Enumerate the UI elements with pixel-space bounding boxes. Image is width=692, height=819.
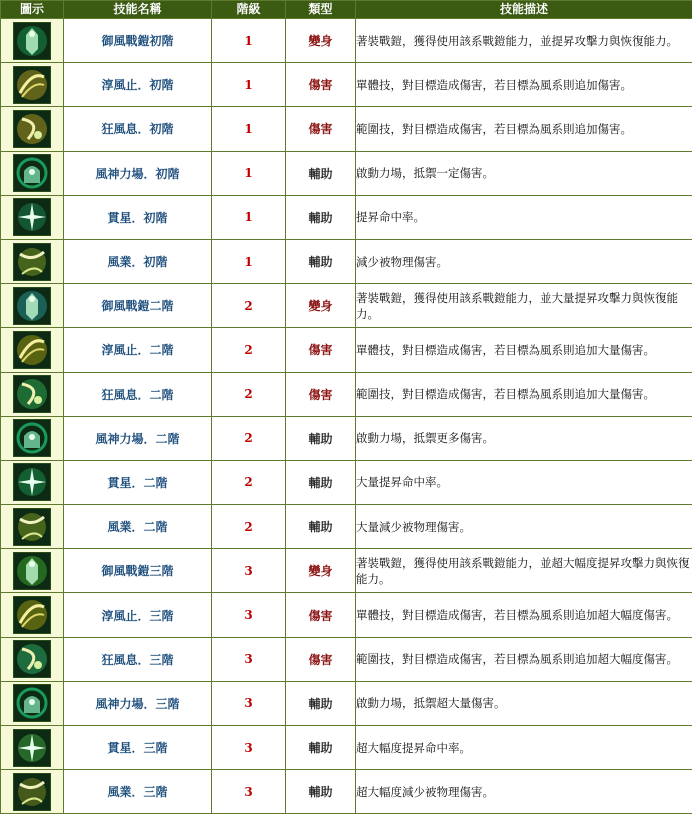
skill-description: 啟動力場，抵禦更多傷害。 (356, 416, 692, 460)
wind-breath-icon (13, 375, 51, 413)
skill-type: 傷害 (286, 328, 356, 372)
skill-type: 變身 (286, 284, 356, 328)
header-level: 階級 (212, 1, 286, 19)
skill-level: 1 (212, 63, 286, 107)
wind-karma-icon (13, 243, 51, 281)
armor-icon (13, 22, 51, 60)
skill-name: 風業．二階 (64, 505, 212, 549)
skill-icon-cell (1, 19, 64, 63)
table-row (1, 416, 692, 460)
skill-type: 輔助 (286, 770, 356, 814)
skill-name: 淳風止．二階 (64, 328, 212, 372)
wind-strike-icon (13, 331, 51, 369)
skill-description: 單體技，對目標造成傷害，若目標為風系則追加大量傷害。 (356, 328, 692, 372)
table-row (1, 505, 692, 549)
skill-level: 2 (212, 328, 286, 372)
armor-icon (13, 552, 51, 590)
skill-level: 1 (212, 151, 286, 195)
skill-description: 範圍技，對目標造成傷害，若目標為風系則追加超大幅度傷害。 (356, 637, 692, 681)
skill-description: 著裝戰鎧，獲得使用該系戰鎧能力，並大量提昇攻擊力與恢復能力。 (356, 284, 692, 328)
wind-karma-icon (13, 508, 51, 546)
wind-breath-icon (13, 110, 51, 148)
skill-icon-cell (1, 107, 64, 151)
skill-level: 3 (212, 770, 286, 814)
skill-icon-cell (1, 770, 64, 814)
skill-description: 範圍技，對目標造成傷害，若目標為風系則追加傷害。 (356, 107, 692, 151)
skill-name: 御風戰鎧初階 (64, 19, 212, 63)
table-row (1, 328, 692, 372)
skill-description: 單體技，對目標造成傷害，若目標為風系則追加傷害。 (356, 63, 692, 107)
skill-level: 3 (212, 681, 286, 725)
skill-type: 傷害 (286, 372, 356, 416)
skill-icon-cell (1, 637, 64, 681)
table-row (1, 460, 692, 504)
skill-name: 貫星．二階 (64, 460, 212, 504)
skill-icon-cell (1, 284, 64, 328)
skill-type: 變身 (286, 19, 356, 63)
skill-icon-cell (1, 549, 64, 593)
table-row (1, 726, 692, 770)
skill-name: 貫星．三階 (64, 726, 212, 770)
table-row (1, 151, 692, 195)
table-row (1, 107, 692, 151)
skill-level: 1 (212, 239, 286, 283)
table-row (1, 681, 692, 725)
skill-type: 傷害 (286, 63, 356, 107)
skill-icon-cell (1, 460, 64, 504)
header-icon: 圖示 (1, 1, 64, 19)
skill-type: 傷害 (286, 107, 356, 151)
skill-level: 1 (212, 195, 286, 239)
skill-level: 2 (212, 416, 286, 460)
wind-karma-icon (13, 773, 51, 811)
table-row (1, 63, 692, 107)
skill-level: 2 (212, 460, 286, 504)
skill-level: 3 (212, 549, 286, 593)
skill-description: 著裝戰鎧，獲得使用該系戰鎧能力，並提昇攻擊力與恢復能力。 (356, 19, 692, 63)
skill-type: 輔助 (286, 726, 356, 770)
skill-level: 3 (212, 593, 286, 637)
table-row (1, 770, 692, 814)
skill-level: 2 (212, 372, 286, 416)
skill-name: 御風戰鎧二階 (64, 284, 212, 328)
skill-type: 傷害 (286, 593, 356, 637)
table-row (1, 549, 692, 593)
skill-name: 狂風息．三階 (64, 637, 212, 681)
skill-icon-cell (1, 372, 64, 416)
table-row (1, 19, 692, 63)
skill-name: 淳風止．初階 (64, 63, 212, 107)
skill-name: 風神力場．二階 (64, 416, 212, 460)
skill-type: 輔助 (286, 681, 356, 725)
skill-icon-cell (1, 593, 64, 637)
skill-description: 超大幅度減少被物理傷害。 (356, 770, 692, 814)
table-row (1, 637, 692, 681)
skill-type: 變身 (286, 549, 356, 593)
skill-icon-cell (1, 328, 64, 372)
skill-description: 範圍技，對目標造成傷害，若目標為風系則追加大量傷害。 (356, 372, 692, 416)
skill-level: 2 (212, 505, 286, 549)
force-field-icon (13, 154, 51, 192)
table-row (1, 372, 692, 416)
skill-level: 2 (212, 284, 286, 328)
skill-name: 狂風息．二階 (64, 372, 212, 416)
table-row (1, 239, 692, 283)
armor-icon (13, 287, 51, 325)
skill-name: 淳風止．三階 (64, 593, 212, 637)
force-field-icon (13, 419, 51, 457)
skill-description: 啟動力場，抵禦超大量傷害。 (356, 681, 692, 725)
skill-description: 啟動力場，抵禦一定傷害。 (356, 151, 692, 195)
skill-level: 3 (212, 637, 286, 681)
skill-level: 1 (212, 107, 286, 151)
skill-icon-cell (1, 416, 64, 460)
skill-type: 輔助 (286, 505, 356, 549)
skill-name: 風業．三階 (64, 770, 212, 814)
skill-name: 貫星．初階 (64, 195, 212, 239)
skill-icon-cell (1, 505, 64, 549)
skill-name: 風神力場．初階 (64, 151, 212, 195)
skill-description: 提昇命中率。 (356, 195, 692, 239)
skill-icon-cell (1, 726, 64, 770)
skill-type: 輔助 (286, 195, 356, 239)
skill-name: 風業．初階 (64, 239, 212, 283)
skill-icon-cell (1, 239, 64, 283)
skill-level: 3 (212, 726, 286, 770)
skill-description: 單體技，對目標造成傷害，若目標為風系則追加超大幅度傷害。 (356, 593, 692, 637)
skill-name: 風神力場．三階 (64, 681, 212, 725)
skill-type: 輔助 (286, 460, 356, 504)
skill-type: 傷害 (286, 637, 356, 681)
wind-breath-icon (13, 640, 51, 678)
skill-description: 大量減少被物理傷害。 (356, 505, 692, 549)
star-pierce-icon (13, 729, 51, 767)
skill-description: 大量提昇命中率。 (356, 460, 692, 504)
header-description: 技能描述 (356, 1, 692, 19)
table-row (1, 593, 692, 637)
skill-type: 輔助 (286, 239, 356, 283)
skill-icon-cell (1, 63, 64, 107)
header-type: 類型 (286, 1, 356, 19)
header-skill-name: 技能名稱 (64, 1, 212, 19)
skill-description: 減少被物理傷害。 (356, 239, 692, 283)
skill-icon-cell (1, 195, 64, 239)
star-pierce-icon (13, 198, 51, 236)
skill-description: 著裝戰鎧，獲得使用該系戰鎧能力，並超大幅度提昇攻擊力與恢復能力。 (356, 549, 692, 593)
skill-icon-cell (1, 151, 64, 195)
header-row (1, 1, 692, 19)
skill-type: 輔助 (286, 151, 356, 195)
table-row (1, 284, 692, 328)
wind-strike-icon (13, 596, 51, 634)
skill-icon-cell (1, 681, 64, 725)
skill-name: 御風戰鎧三階 (64, 549, 212, 593)
force-field-icon (13, 684, 51, 722)
star-pierce-icon (13, 463, 51, 501)
skill-level: 1 (212, 19, 286, 63)
skill-name: 狂風息．初階 (64, 107, 212, 151)
skill-description: 超大幅度提昇命中率。 (356, 726, 692, 770)
skill-type: 輔助 (286, 416, 356, 460)
wind-strike-icon (13, 66, 51, 104)
table-row (1, 195, 692, 239)
